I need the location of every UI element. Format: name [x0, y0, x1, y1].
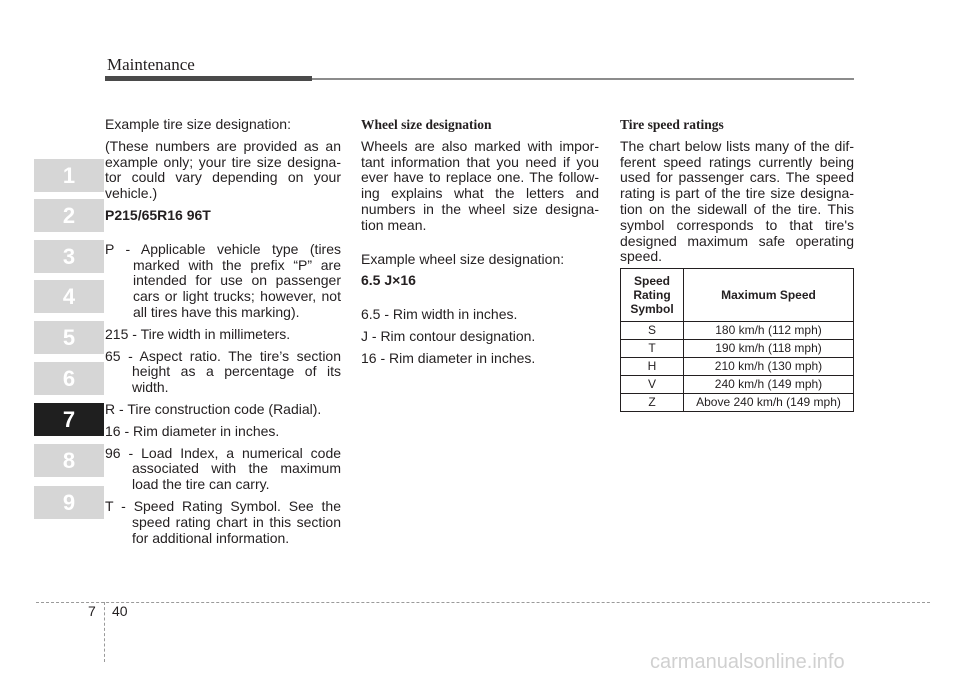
- tire-item-16: 16 - Rim diameter in inches.: [105, 422, 280, 439]
- column-tire-size: [105, 117, 341, 552]
- tire-size-note: (These numbers are provided as an example only; your tire size designa-tor could vary depending on your vehicle.): [105, 137, 341, 202]
- speed-ratings-body: The chart below lists many of the dif-ferent speed ratings currently being used for passenger cars. The speed rating is part of the tire size designa-tion on the sidewall of the tire. This symbol corresponds to that tire's designed maximum safe operating speed.: [620, 137, 854, 265]
- chapter-tab-1[interactable]: 1: [34, 159, 104, 192]
- page-chapter-number: 7: [88, 603, 96, 619]
- chapter-tab-7[interactable]: 7: [34, 403, 104, 436]
- table-row: Z Above 240 km/h (149 mph): [621, 394, 854, 412]
- tire-item-p: P - Applicable vehicle type (tires marked with the prefix “P” are intended for use on passenger cars or light trucks; however, not all tires have this marking).: [105, 240, 341, 320]
- table-row: H 210 km/h (130 mph): [621, 358, 854, 376]
- speed-rating-table: [620, 268, 854, 412]
- table-row: T 190 km/h (118 mph): [621, 340, 854, 358]
- header-rule-dark: [105, 76, 312, 81]
- tire-size-intro: Example tire size designation:: [105, 116, 291, 132]
- chapter-tab-8[interactable]: 8: [34, 444, 104, 477]
- wheel-size-body: Wheels are also marked with impor-tant information that you need if you ever have to replace one. The follow-ing explains what the letters and numbers in the wheel size designa-tion mean.: [361, 137, 599, 233]
- table-row: V 240 km/h (149 mph): [621, 376, 854, 394]
- wheel-item-rim-diameter: 16 - Rim diameter in inches.: [361, 349, 536, 366]
- speed-table-header-speed: Maximum Speed: [684, 269, 854, 322]
- tire-item-65: 65 - Aspect ratio. The tire’s section height as a percentage of its width.: [105, 347, 341, 396]
- speed-ratings-heading: Tire speed ratings: [620, 117, 724, 132]
- chapter-tab-3[interactable]: 3: [34, 240, 104, 273]
- tire-item-96: 96 - Load Index, a numerical code associated with the maximum load the tire can carry.: [105, 444, 342, 493]
- wheel-size-intro: Example wheel size designation:: [361, 250, 565, 267]
- page-header-title: Maintenance: [107, 55, 195, 74]
- header-rule-light: [312, 78, 854, 80]
- wheel-size-example: 6.5 J×16: [361, 272, 416, 289]
- footer-rule: [36, 602, 930, 603]
- column-wheel-size: [361, 117, 599, 373]
- chapter-tab-9[interactable]: 9: [34, 486, 104, 519]
- speed-table-header-symbol: Speed Rating Symbol: [621, 269, 684, 322]
- chapter-tab-5[interactable]: 5: [34, 321, 104, 354]
- speed-table-header-row: [621, 269, 854, 322]
- wheel-size-heading: Wheel size designation: [361, 117, 492, 132]
- wheel-item-rim-width: 6.5 - Rim width in inches.: [361, 306, 518, 323]
- page-number: 40: [112, 603, 128, 619]
- chapter-tab-4[interactable]: 4: [34, 280, 104, 313]
- column-speed-ratings: [620, 117, 854, 271]
- watermark-text: carmanualsonline.info: [650, 651, 845, 673]
- footer-divider: [104, 602, 105, 662]
- tire-item-215: 215 - Tire width in millimeters.: [105, 325, 291, 342]
- chapter-tab-2[interactable]: 2: [34, 199, 104, 232]
- tire-size-example: P215/65R16 96T: [105, 206, 211, 223]
- tire-item-r: R - Tire construction code (Radial).: [105, 400, 322, 417]
- wheel-item-rim-contour: J - Rim contour designation.: [361, 327, 536, 344]
- chapter-tab-6[interactable]: 6: [34, 362, 104, 395]
- table-row: S 180 km/h (112 mph): [621, 322, 854, 340]
- tire-item-t: T - Speed Rating Symbol. See the speed rating chart in this section for additional information.: [105, 497, 341, 546]
